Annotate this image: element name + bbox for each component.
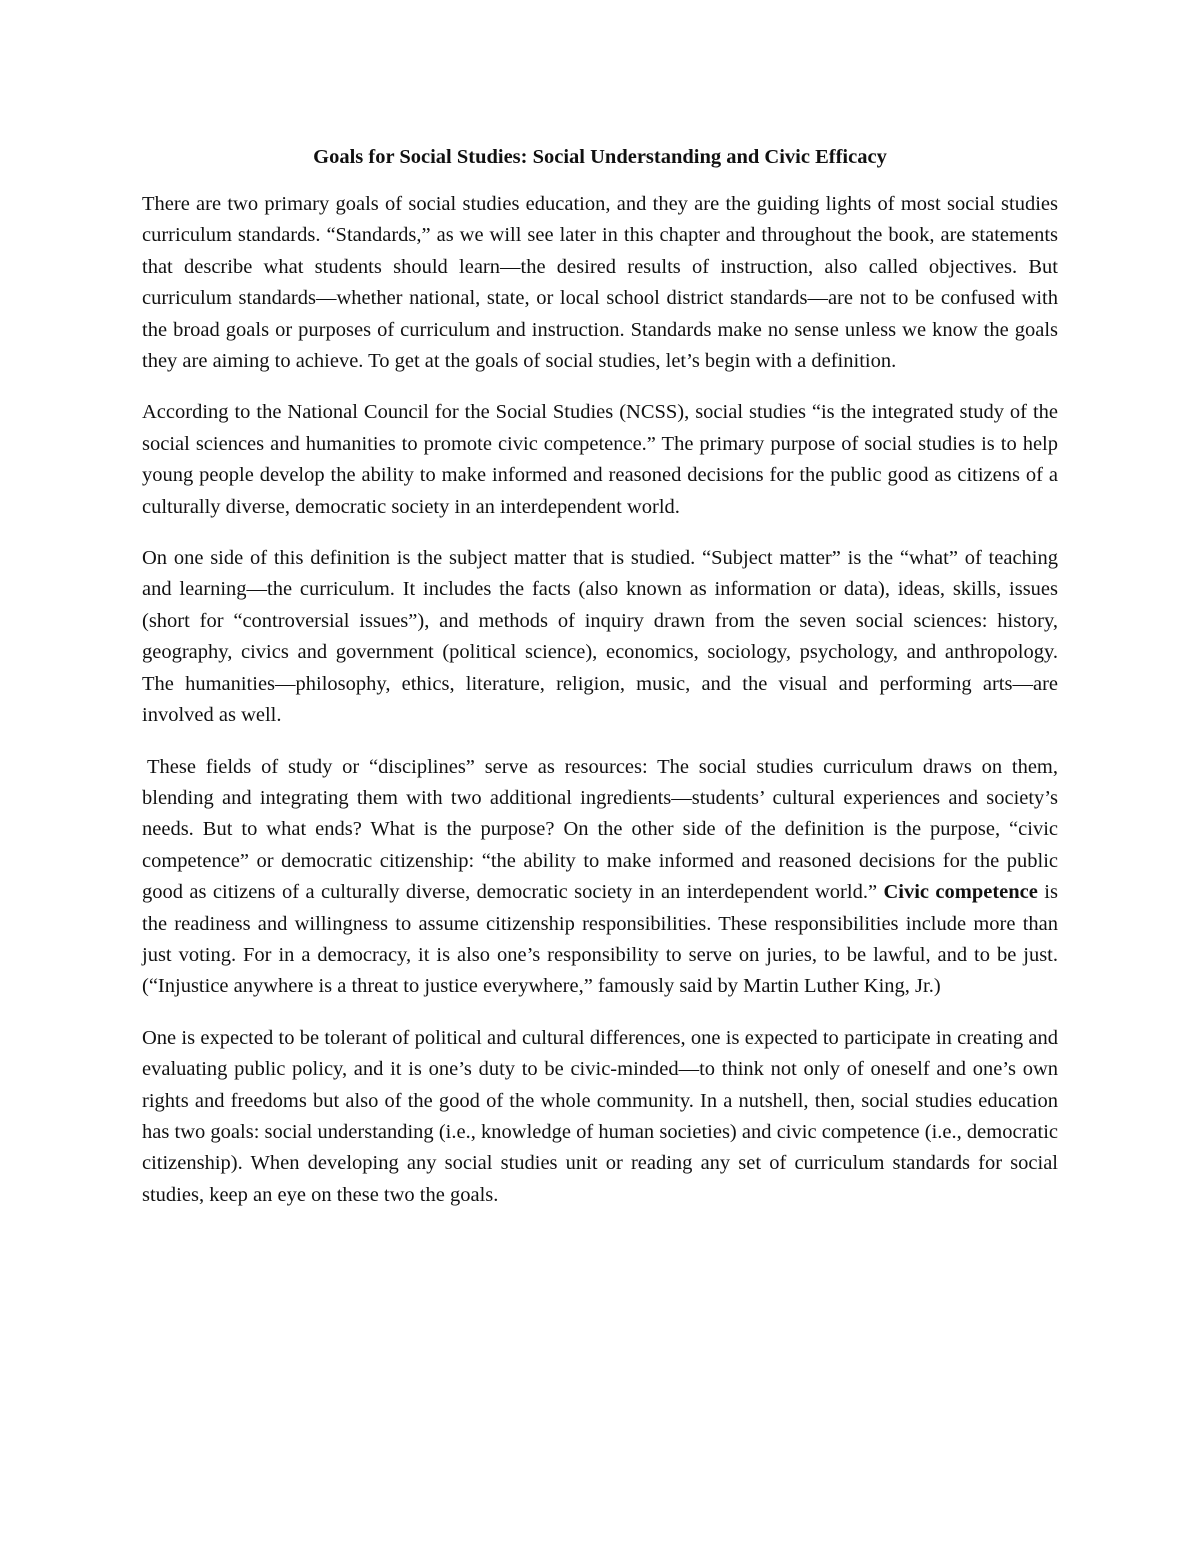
document-body [142,142,1058,1231]
paragraph-civic-competence-text-after: is the readiness and willingness to assume citizenship responsibilities. These responsibilities include more than just voting. For in a democracy, it is also one’s responsibility to serve on juries, to be lawful, and to be just. (“Injustice anywhere is a threat to justice everywhere,” famously said by Martin Luther King, Jr.) [142,881,1058,998]
paragraph-ncss-definition: According to the National Council for the Social Studies (NCSS), social studies “is the integrated study of the social sciences and humanities to promote civic competence.” The primary purpose of social studies is to help young people develop the ability to make informed and reasoned decisions for the public good as citizens of a culturally diverse, democratic society in an interdependent world. [142,401,1058,518]
paragraph-civic-competence-text-before: These fields of study or “disciplines” serve as resources: The social studies curriculum draws on them, blending and integrating them with two additional ingredients—students’ cultural experiences and society’s needs. But to what ends? What is the purpose? On the other side of the definition is the purpose, “civic competence” or democratic citizenship: “the ability to make informed and reasoned decisions for the public good as citizens of a culturally diverse, democratic society in an interdependent world.” [142,755,1058,904]
paragraph-goals-intro: There are two primary goals of social studies education, and they are the guiding lights of most social studies curriculum standards. “Standards,” as we will see later in this chapter and throughout the book, are statements that describe what students should learn—the desired results of instruction, also called objectives. But curriculum standards—whether national, state, or local school district standards—are not to be confused with the broad goals or purposes of curriculum and instruction. Standards make no sense unless we know the goals they are aiming to achieve. To get at the goals of social studies, let’s begin with a definition. [142,193,1058,373]
document-title: Goals for Social Studies: Social Understanding and Civic Efficacy [313,146,887,168]
paragraph-subject-matter: On one side of this definition is the subject matter that is studied. “Subject matter” is the “what” of teaching and learning—the curriculum. It includes the facts (also known as information or data), ideas, skills, issues (short for “controversial issues”), and methods of inquiry drawn from the seven social sciences: history, geography, civics and government (political science), economics, sociology, psychology, and anthropology. The humanities—philosophy, ethics, literature, religion, music, and the visual and performing arts—are involved as well. [142,547,1058,727]
civic-competence-term: Civic competence [883,881,1038,904]
paragraph-civic-competence [142,752,1058,1003]
paragraph-two-goals-summary: One is expected to be tolerant of political and cultural differences, one is expected to participate in creating and evaluating public policy, and it is one’s duty to be civic-minded—to think not only of oneself and one’s own rights and freedoms but also of the good of the whole community. In a nutshell, then, social studies education has two goals: social understanding (i.e., knowledge of human societies) and civic competence (i.e., democratic citizenship). When developing any social studies unit or reading any set of curriculum standards for social studies, keep an eye on these two the goals. [142,1026,1058,1206]
